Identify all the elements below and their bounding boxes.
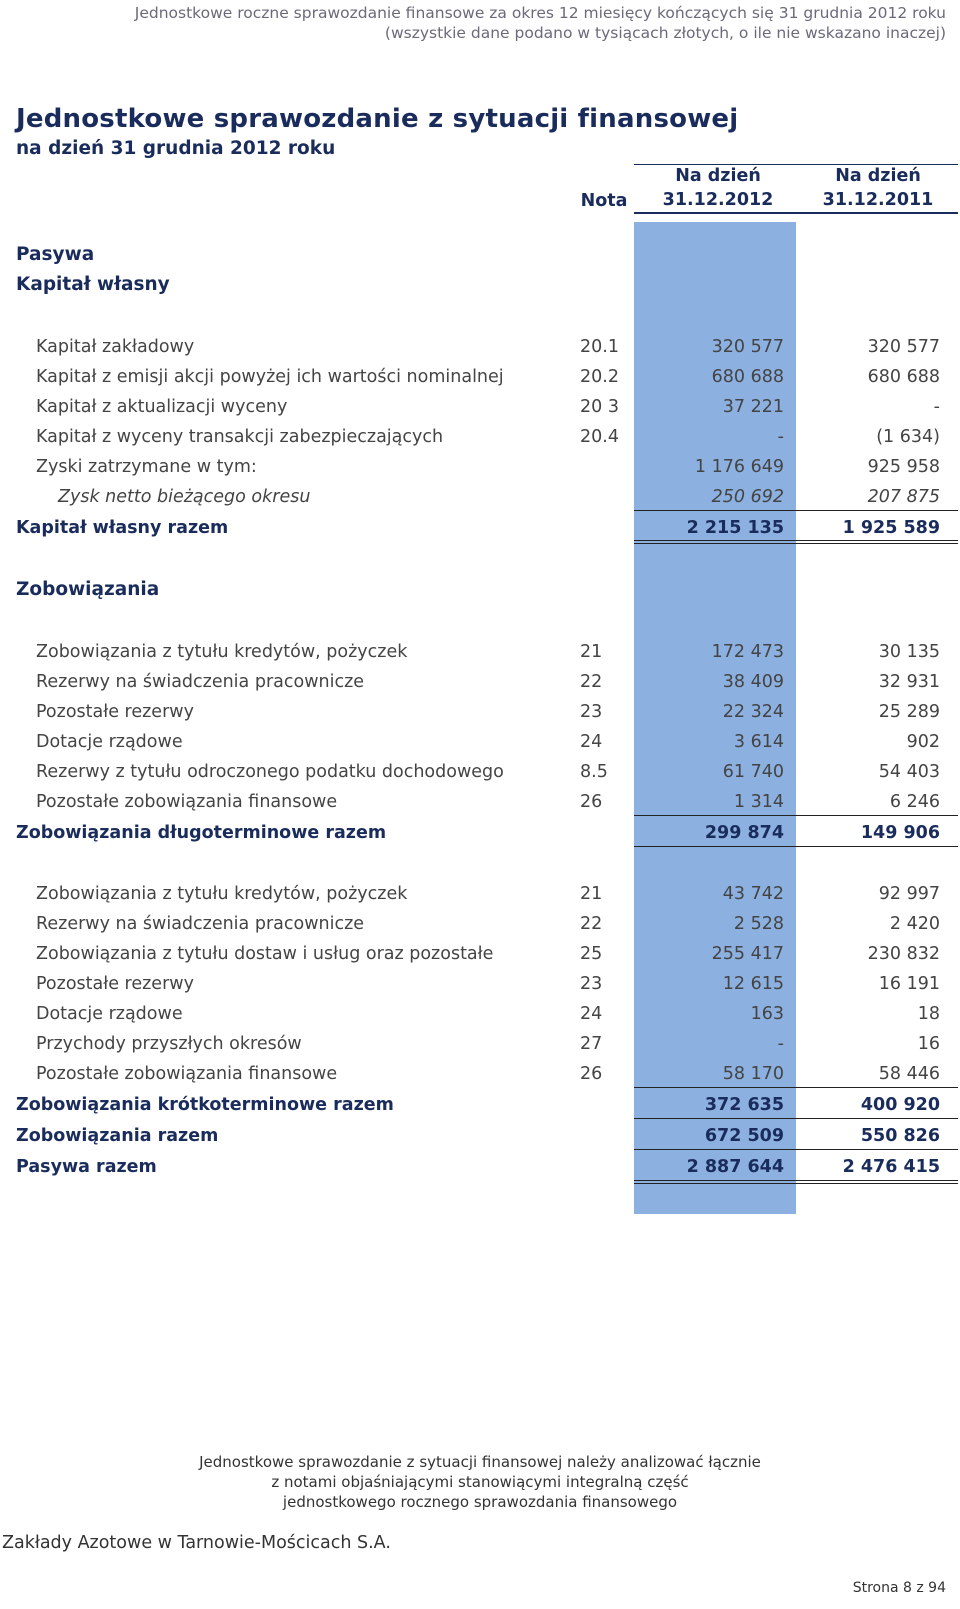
- table-row: [0, 483, 960, 511]
- row-value-2011: 6 246: [889, 792, 940, 812]
- table-row: [0, 910, 960, 938]
- row-label: Zysk netto bieżącego okresu: [58, 487, 311, 507]
- grand-total-double-rule-bottom: [634, 1183, 958, 1184]
- section-pasywa: Pasywa: [16, 244, 95, 265]
- report-header-line2: (wszystkie dane podano w tysiącach złotych, o ile nie wskazano inaczej): [384, 24, 946, 42]
- row-label: Przychody przyszłych okresów: [36, 1034, 302, 1054]
- row-value-2011: 92 997: [878, 884, 940, 904]
- row-label: Pozostałe rezerwy: [36, 702, 194, 722]
- table-row: [0, 758, 960, 786]
- row-nota: 24: [580, 1004, 603, 1024]
- table-row: [0, 880, 960, 908]
- row-nota: 26: [580, 1064, 603, 1084]
- total-double-rule-top: [634, 540, 958, 541]
- row-label: Pozostałe rezerwy: [36, 974, 194, 994]
- row-value-2011: 149 906: [860, 823, 940, 843]
- row-label: Kapitał z wyceny transakcji zabezpieczających: [36, 427, 444, 447]
- column-header-2011-line2: 31.12.2011: [822, 190, 934, 210]
- footer-note-line1: Jednostkowe sprawozdanie z sytuacji finansowej należy analizować łącznie: [199, 1453, 761, 1471]
- subtotal-rule: [634, 510, 958, 511]
- row-value-2011: 54 403: [878, 762, 940, 782]
- row-value-2011: 550 826: [860, 1126, 940, 1146]
- row-nota: 27: [580, 1034, 603, 1054]
- row-value-2012: 1 176 649: [694, 457, 784, 477]
- row-value-2011: 18: [917, 1004, 940, 1024]
- row-label: Zobowiązania z tytułu dostaw i usług oraz pozostałe: [36, 944, 494, 964]
- table-row: [0, 1000, 960, 1028]
- row-value-2012: 2 528: [733, 914, 784, 934]
- row-value-2012: 320 577: [711, 337, 784, 357]
- grand-total-double-rule-top: [634, 1180, 958, 1181]
- row-nota: 8.5: [580, 762, 608, 782]
- row-nota: 20.2: [580, 367, 619, 387]
- row-nota: 24: [580, 732, 603, 752]
- row-value-2012: 2 215 135: [686, 518, 784, 538]
- column-header-2012-line2: 31.12.2012: [662, 190, 774, 210]
- row-value-2011: 680 688: [867, 367, 940, 387]
- row-value-2011: 16: [917, 1034, 940, 1054]
- row-value-2012: 1 314: [733, 792, 784, 812]
- row-value-2012: -: [777, 427, 784, 447]
- row-value-2011: 30 135: [878, 642, 940, 662]
- row-value-2011: 1 925 589: [842, 518, 940, 538]
- row-label: Pasywa razem: [16, 1157, 157, 1177]
- row-label: Rezerwy z tytułu odroczonego podatku dochodowego: [36, 762, 504, 782]
- row-value-2011: 2 476 415: [842, 1157, 940, 1177]
- row-value-2012: 3 614: [733, 732, 784, 752]
- table-row: [0, 728, 960, 756]
- row-value-2012: 61 740: [722, 762, 784, 782]
- total-row-short-term: [0, 1091, 960, 1119]
- total-rule: [634, 1149, 958, 1150]
- row-value-2012: 255 417: [711, 944, 784, 964]
- row-value-2011: 16 191: [878, 974, 940, 994]
- row-value-2012: 250 692: [711, 487, 784, 507]
- row-value-2012: 163: [750, 1004, 784, 1024]
- table-row: [0, 393, 960, 421]
- row-value-2012: 37 221: [722, 397, 784, 417]
- total-row-liabilities: [0, 1122, 960, 1150]
- row-value-2012: -: [777, 1034, 784, 1054]
- row-label: Zobowiązania długoterminowe razem: [16, 823, 387, 843]
- row-label: Kapitał z emisji akcji powyżej ich wartości nominalnej: [36, 367, 504, 387]
- table-row: [0, 1060, 960, 1088]
- row-nota: 21: [580, 884, 603, 904]
- row-label: Kapitał zakładowy: [36, 337, 195, 357]
- row-label: Dotacje rządowe: [36, 732, 183, 752]
- table-row: [0, 668, 960, 696]
- total-double-rule-bottom: [634, 543, 958, 544]
- row-label: Zobowiązania z tytułu kredytów, pożyczek: [36, 884, 408, 904]
- row-nota: 22: [580, 672, 603, 692]
- total-row-equity: [0, 514, 960, 542]
- row-value-2011: (1 634): [876, 427, 940, 447]
- total-row-long-term: [0, 819, 960, 847]
- table-row: [0, 788, 960, 816]
- row-nota: 20 3: [580, 397, 619, 417]
- row-nota: 20.1: [580, 337, 619, 357]
- total-rule: [634, 1118, 958, 1119]
- row-nota: 23: [580, 702, 603, 722]
- row-nota: 21: [580, 642, 603, 662]
- grand-total-row: [0, 1153, 960, 1181]
- row-label: Zobowiązania krótkoterminowe razem: [16, 1095, 394, 1115]
- row-nota: 22: [580, 914, 603, 934]
- row-value-2011: 902: [906, 732, 940, 752]
- company-name: Zakłady Azotowe w Tarnowie-Mościcach S.A.: [2, 1533, 391, 1553]
- row-value-2012: 299 874: [704, 823, 784, 843]
- row-value-2012: 372 635: [704, 1095, 784, 1115]
- row-label: Zyski zatrzymane w tym:: [36, 457, 257, 477]
- row-value-2011: 2 420: [889, 914, 940, 934]
- section-zobowiazania: Zobowiązania: [16, 579, 160, 600]
- column-header-nota: Nota: [580, 191, 628, 211]
- row-value-2011: 320 577: [867, 337, 940, 357]
- row-value-2012: 43 742: [722, 884, 784, 904]
- row-label: Dotacje rządowe: [36, 1004, 183, 1024]
- row-value-2011: 58 446: [878, 1064, 940, 1084]
- report-header-line1: Jednostkowe roczne sprawozdanie finansowe za okres 12 miesięcy kończących się 31 grudnia 2012 roku: [134, 4, 946, 22]
- subtotal-rule: [634, 1087, 958, 1088]
- subtotal-rule: [634, 815, 958, 816]
- row-label: Kapitał z aktualizacji wyceny: [36, 397, 288, 417]
- column-header-2012: [640, 164, 796, 212]
- table-row: [0, 698, 960, 726]
- row-value-2012: 672 509: [704, 1126, 784, 1146]
- row-value-2011: 230 832: [867, 944, 940, 964]
- row-label: Rezerwy na świadczenia pracownicze: [36, 914, 365, 934]
- table-row: [0, 970, 960, 998]
- table-row: [0, 453, 960, 481]
- row-label: Zobowiązania z tytułu kredytów, pożyczek: [36, 642, 408, 662]
- row-label: Rezerwy na świadczenia pracownicze: [36, 672, 365, 692]
- row-label: Kapitał własny razem: [16, 518, 229, 538]
- table-row: [0, 423, 960, 451]
- table-row: [0, 363, 960, 391]
- footer-note-line3: jednostkowego rocznego sprawozdania finansowego: [282, 1493, 678, 1511]
- column-header-2011-line1: Na dzień: [835, 166, 921, 186]
- row-value-2011: 25 289: [878, 702, 940, 722]
- row-nota: 20.4: [580, 427, 619, 447]
- row-label: Zobowiązania razem: [16, 1126, 219, 1146]
- row-nota: 25: [580, 944, 603, 964]
- table-row: [0, 1030, 960, 1058]
- footer-note-line2: z notami objaśniającymi stanowiącymi integralną część: [271, 1473, 689, 1491]
- page-number: Strona 8 z 94: [852, 1580, 946, 1596]
- row-label: Pozostałe zobowiązania finansowe: [36, 1064, 338, 1084]
- table-row: [0, 333, 960, 361]
- table-row: [0, 940, 960, 968]
- page-title: Jednostkowe sprawozdanie z sytuacji finansowej: [16, 104, 739, 134]
- column-header-2011: [800, 164, 956, 212]
- row-value-2012: 22 324: [722, 702, 784, 722]
- row-value-2011: -: [933, 397, 940, 417]
- row-value-2011: 207 875: [867, 487, 940, 507]
- row-value-2012: 172 473: [711, 642, 784, 662]
- header-bottom-rule: [634, 212, 958, 214]
- row-value-2011: 400 920: [860, 1095, 940, 1115]
- row-value-2012: 58 170: [722, 1064, 784, 1084]
- row-nota: 23: [580, 974, 603, 994]
- row-value-2011: 925 958: [867, 457, 940, 477]
- row-value-2012: 680 688: [711, 367, 784, 387]
- row-value-2012: 2 887 644: [686, 1157, 784, 1177]
- row-value-2012: 12 615: [722, 974, 784, 994]
- row-value-2012: 38 409: [722, 672, 784, 692]
- page-subtitle: na dzień 31 grudnia 2012 roku: [16, 138, 336, 159]
- total-rule: [634, 846, 958, 847]
- section-kapital-wlasny: Kapitał własny: [16, 274, 170, 295]
- row-label: Pozostałe zobowiązania finansowe: [36, 792, 338, 812]
- row-value-2011: 32 931: [878, 672, 940, 692]
- row-nota: 26: [580, 792, 603, 812]
- table-row: [0, 638, 960, 666]
- column-header-2012-line1: Na dzień: [675, 166, 761, 186]
